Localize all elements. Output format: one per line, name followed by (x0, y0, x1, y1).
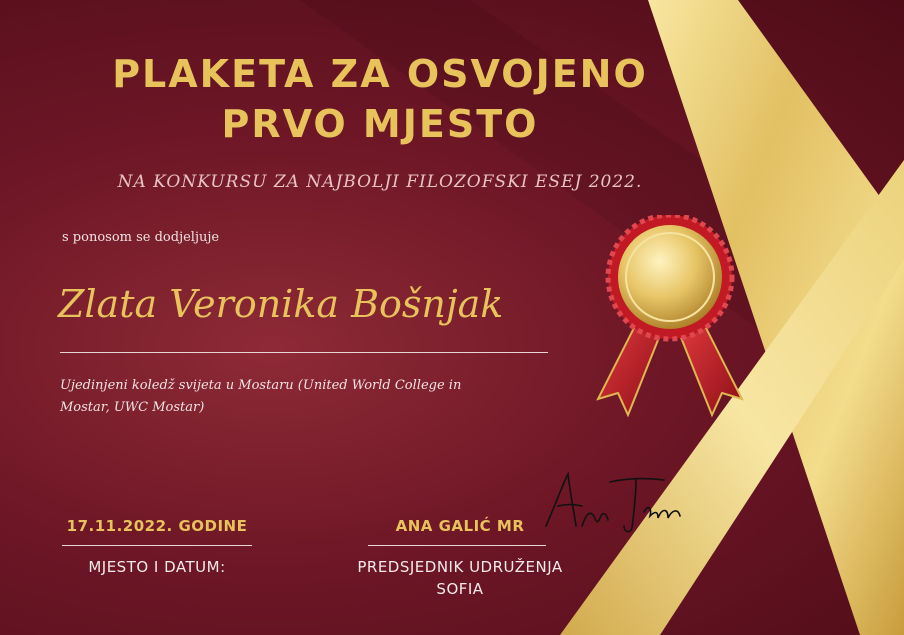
handwritten-signature-icon (540, 468, 690, 538)
signer-title-line-2: SOFIA (436, 580, 484, 598)
certificate-subtitle: NA KONKURSU ZA NAJBOLJI FILOZOFSKI ESEJ 2022. (117, 172, 643, 192)
date-value: 17.11.2022. GODINE (66, 517, 248, 535)
signer-line (368, 545, 546, 546)
recipient-name: Zlata Veronika Bošnjak (58, 282, 504, 326)
institution-text: Ujedinjeni koledž svijeta u Mostaru (United World College in Mostar, UWC Mostar) (60, 378, 462, 415)
signer-title-line-1: PREDSJEDNIK UDRUŽENJA (357, 558, 563, 576)
gold-medal-seal-icon (590, 215, 750, 420)
certificate-title-line-1: PLAKETA ZA OSVOJENO (112, 52, 648, 96)
certificate-title-line-2: PRVO MJESTO (221, 102, 539, 146)
recipient-underline (60, 352, 548, 353)
awarded-text: s ponosom se dodjeljuje (62, 230, 220, 245)
signer-title (330, 556, 590, 600)
date-line (62, 545, 252, 546)
date-label: MJESTO I DATUM: (88, 558, 226, 576)
signer-name: ANA GALIĆ MR (395, 517, 525, 535)
